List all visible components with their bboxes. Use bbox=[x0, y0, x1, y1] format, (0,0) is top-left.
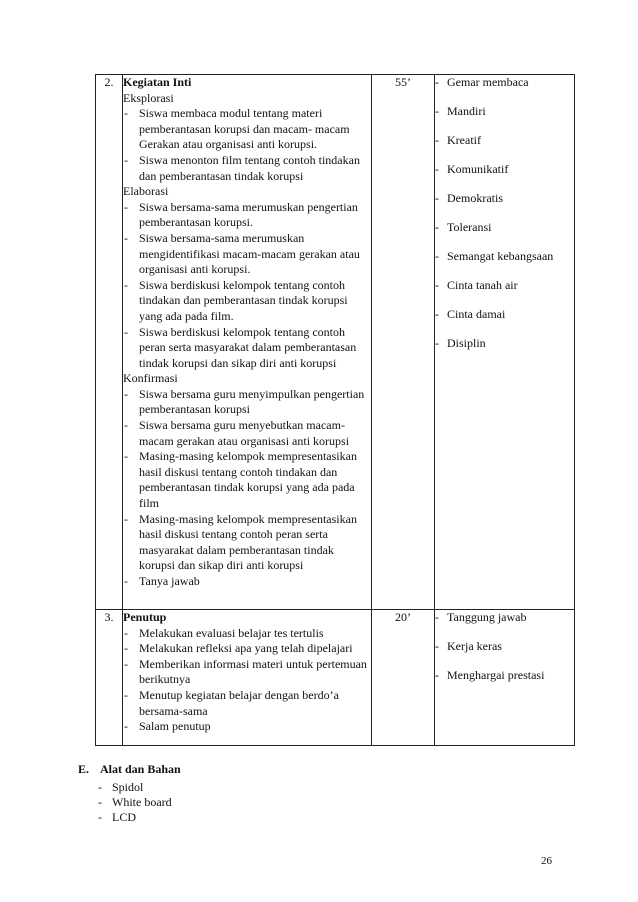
activity-subheading: Konfirmasi bbox=[123, 371, 178, 386]
character-values-cell bbox=[435, 610, 575, 746]
list-item: - Siswa bersama-sama merumuskan mengidentifikasi macam-macam gerakan atau organisasi anti korupsi. bbox=[123, 231, 371, 278]
list-item: - Tanggung jawab bbox=[435, 610, 574, 625]
list-item: - Gemar membaca bbox=[435, 75, 574, 90]
activity-heading: Penutup bbox=[123, 610, 167, 624]
list-item: - Siswa membaca modul tentang materi pemberantasan korupsi dan macam- macam Gerakan atau organisasi anti korupsi. bbox=[123, 106, 371, 153]
list-item: - Mandiri bbox=[435, 104, 574, 119]
list-item: - Disiplin bbox=[435, 336, 574, 351]
list-item: - Kreatif bbox=[435, 133, 574, 148]
activity-list bbox=[123, 626, 371, 735]
list-item: - Salam penutup bbox=[123, 719, 371, 735]
list-item: - Tanya jawab bbox=[123, 574, 371, 590]
list-item: - Masing-masing kelompok mempresentasikan hasil diskusi tentang contoh tindakan dan pemberantasan tindak korupsi yang ada pada film bbox=[123, 449, 371, 511]
list-item: - Menutup kegiatan belajar dengan berdo’a bersama-sama bbox=[123, 688, 371, 719]
list-item: - Siswa berdiskusi kelompok tentang contoh peran serta masyarakat dalam pemberantasan tindak korupsi dan sikap diri anti korupsi bbox=[123, 325, 371, 372]
list-item: - Semangat kebangsaan bbox=[435, 249, 574, 264]
page-number: 26 bbox=[541, 855, 552, 867]
list-item: - Demokratis bbox=[435, 191, 574, 206]
character-values-cell bbox=[435, 75, 575, 610]
list-item: - Menghargai prestasi bbox=[435, 668, 574, 683]
section-title bbox=[78, 762, 181, 777]
activity-list bbox=[123, 106, 371, 184]
table-row bbox=[96, 610, 575, 746]
character-values-list bbox=[435, 610, 574, 683]
time-allocation: 55’ bbox=[372, 75, 435, 610]
list-item: - Melakukan evaluasi belajar tes tertulis bbox=[123, 626, 371, 642]
time-allocation: 20’ bbox=[372, 610, 435, 746]
activity-cell bbox=[123, 75, 372, 610]
activity-subheading: Eksplorasi bbox=[123, 90, 174, 105]
list-item: - Cinta tanah air bbox=[435, 278, 574, 293]
list-item: - Siswa bersama guru menyimpulkan pengertian pemberantasan korupsi bbox=[123, 387, 371, 418]
list-item: - Siswa menonton film tentang contoh tindakan dan pemberantasan tindak korupsi bbox=[123, 153, 371, 184]
table-row bbox=[96, 75, 575, 610]
list-item: - Spidol bbox=[98, 780, 181, 795]
lesson-activity-table bbox=[95, 74, 575, 746]
list-item: - Kerja keras bbox=[435, 639, 574, 654]
section-letter: E. bbox=[78, 762, 90, 776]
list-item: - Melakukan refleksi apa yang telah dipelajari bbox=[123, 641, 371, 657]
list-item: - Siswa bersama guru menyebutkan macam-macam gerakan atau organisasi anti korupsi bbox=[123, 418, 371, 449]
row-number: 3. bbox=[96, 610, 123, 746]
list-item: - Memberikan informasi materi untuk pertemuan berikutnya bbox=[123, 657, 371, 688]
list-item: - Siswa berdiskusi kelompok tentang contoh tindakan dan pemberantasan tindak korupsi yang ada pada film. bbox=[123, 278, 371, 325]
activity-subheading: Elaborasi bbox=[123, 184, 169, 199]
list-item: - White board bbox=[98, 795, 181, 810]
list-item: - Komunikatif bbox=[435, 162, 574, 177]
section-tools-materials bbox=[78, 762, 181, 825]
activity-list bbox=[123, 200, 371, 372]
activity-heading: Kegiatan Inti bbox=[123, 75, 192, 89]
list-item: - LCD bbox=[98, 810, 181, 825]
materials-list bbox=[78, 780, 181, 825]
row-number: 2. bbox=[96, 75, 123, 610]
list-item: - Toleransi bbox=[435, 220, 574, 235]
list-item: - Cinta damai bbox=[435, 307, 574, 322]
list-item: - Masing-masing kelompok mempresentasikan hasil diskusi tentang contoh peran serta masyarakat dalam pemberantasan tindak korupsi dan sikap diri anti korupsi bbox=[123, 512, 371, 574]
character-values-list bbox=[435, 75, 574, 351]
activity-list bbox=[123, 387, 371, 590]
activity-cell bbox=[123, 610, 372, 746]
section-title-text: Alat dan Bahan bbox=[100, 762, 181, 776]
list-item: - Siswa bersama-sama merumuskan pengertian pemberantasan korupsi. bbox=[123, 200, 371, 231]
